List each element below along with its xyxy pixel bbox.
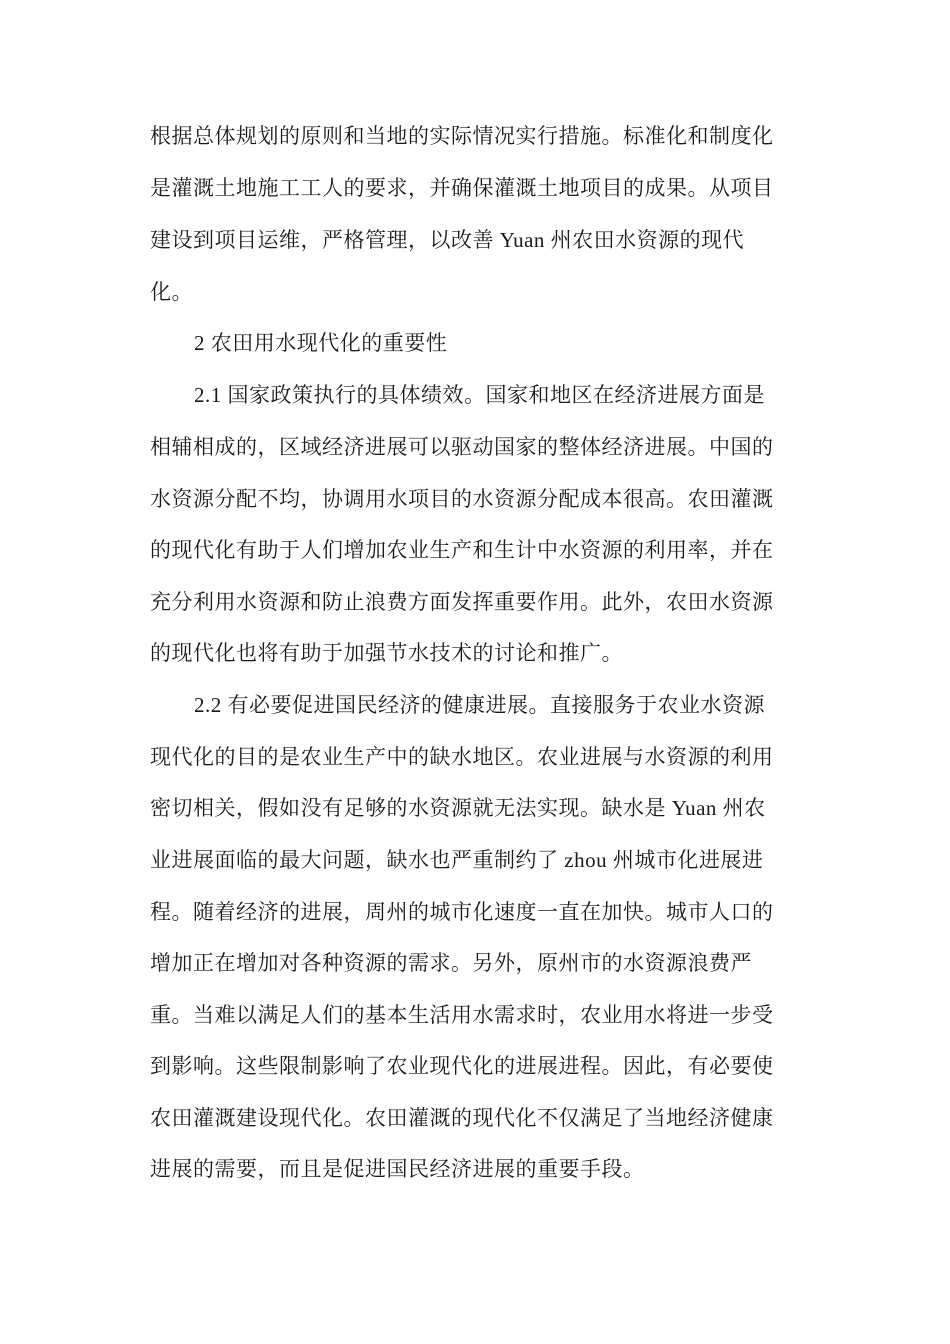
text-line: 业进展面临的最大问题，缺水也严重制约了 zhou 州城市化进展进	[150, 848, 764, 872]
text-line: 现代化的目的是农业生产中的缺水地区。农业进展与水资源的利用	[150, 745, 774, 769]
text-line: 建设到项目运维，严格管理，以改善 Yuan 州农田水资源的现代	[150, 228, 745, 252]
text-line: 是灌溉土地施工工人的要求，并确保灌溉土地项目的成果。从项目	[150, 176, 774, 200]
text-line: 2.1 国家政策执行的具体绩效。国家和地区在经济进展方面是	[194, 383, 765, 407]
text-line: 进展的需要，而且是促进国民经济进展的重要手段。	[150, 1157, 645, 1181]
section-heading: 2 农田用水现代化的重要性	[194, 331, 448, 355]
text-line: 的现代化也将有助于加强节水技术的讨论和推广。	[150, 641, 623, 665]
text-line: 农田灌溉建设现代化。农田灌溉的现代化不仅满足了当地经济健康	[150, 1106, 774, 1130]
text-line: 根据总体规划的原则和当地的实际情况实行措施。标准化和制度化	[150, 124, 774, 148]
text-line: 的现代化有助于人们增加农业生产和生计中水资源的利用率，并在	[150, 538, 774, 562]
text-line: 增加正在增加对各种资源的需求。另外，原州市的水资源浪费严	[150, 951, 752, 975]
text-line: 水资源分配不均，协调用水项目的水资源分配成本很高。农田灌溉	[150, 487, 774, 511]
text-line: 相辅相成的，区域经济进展可以驱动国家的整体经济进展。中国的	[150, 435, 774, 459]
text-line: 化。	[150, 280, 193, 304]
text-line: 程。随着经济的进展，周州的城市化速度一直在加快。城市人口的	[150, 900, 774, 924]
text-line: 密切相关，假如没有足够的水资源就无法实现。缺水是 Yuan 州农	[150, 796, 766, 820]
text-line: 到影响。这些限制影响了农业现代化的进展进程。因此，有必要使	[150, 1054, 774, 1078]
text-line: 充分利用水资源和防止浪费方面发挥重要作用。此外，农田水资源	[150, 590, 774, 614]
text-line: 重。当难以满足人们的基本生活用水需求时，农业用水将进一步受	[150, 1003, 774, 1027]
text-line: 2.2 有必要促进国民经济的健康进展。直接服务于农业水资源	[194, 693, 765, 717]
